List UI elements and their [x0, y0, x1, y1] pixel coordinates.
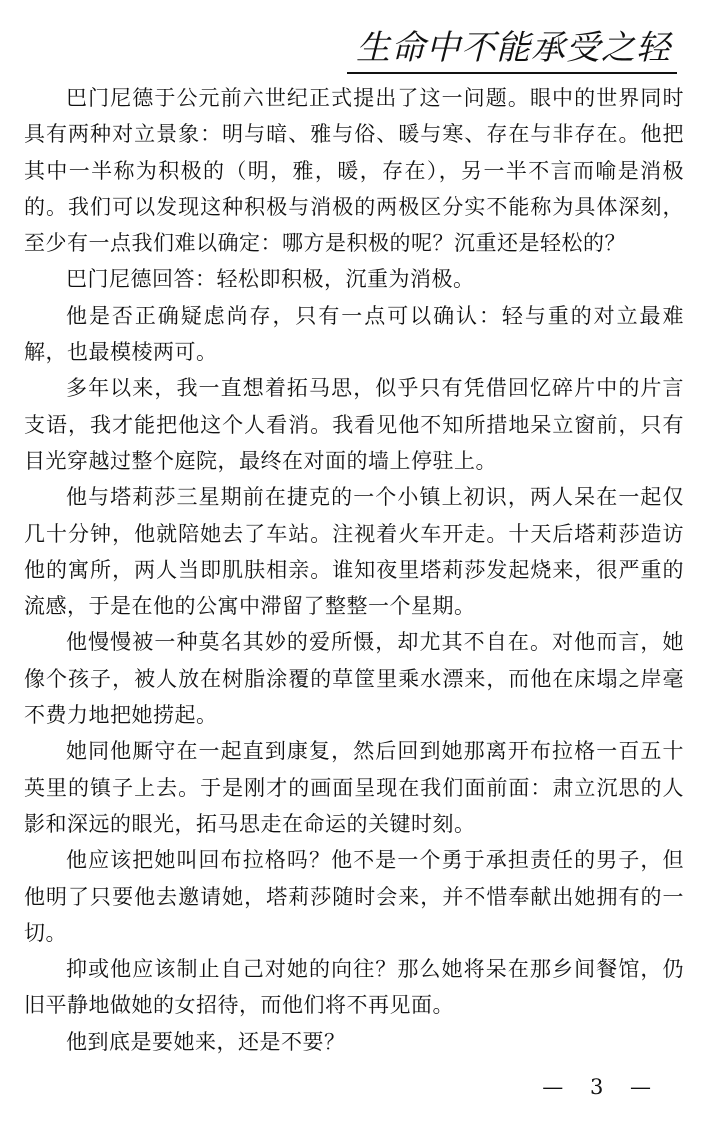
- paragraph: 巴门尼德于公元前六世纪正式提出了这一问题。眼中的世界同时具有两种对立景象：明与暗、雅与俗、暖与寒、存在与非存在。他把其中一半称为积极的（明，雅，暖，存在），另一半不言而喻是消极的。我们可以发现这种积极与消极的两极区分实不能称为具体深刻，至少有一点我们难以确定：哪方是积极的呢？沉重还是轻松的？: [24, 86, 684, 256]
- paragraph: 她同他厮守在一起直到康复，然后回到她那离开布拉格一百五十英里的镇子上去。于是刚才的画面呈现在我们面前面：肃立沉思的人影和深远的眼光，拓马思走在命运的关键时刻。: [24, 739, 684, 836]
- paragraph: 他是否正确疑虑尚存，只有一点可以确认：轻与重的对立最难解，也最模棱两可。: [24, 303, 684, 365]
- book-title: 生命中不能承受之轻: [356, 28, 671, 68]
- paragraph: 多年以来，我一直想着拓马思，似乎只有凭借回忆碎片中的片言支语，我才能把他这个人看消。我看见他不知所措地呆立窗前，只有目光穿越过整个庭院，最终在对面的墙上停驻上。: [24, 376, 684, 473]
- running-header: [337, 26, 677, 70]
- body-text: [24, 80, 684, 1060]
- paragraph: 他到底是要她来，还是不要？: [66, 1029, 346, 1054]
- paragraph: 他慢慢被一种莫名其妙的爱所慑，却尤其不自在。对他而言，她像个孩子，被人放在树脂涂覆的草筐里乘水漂来，而他在床塌之岸毫不费力地把她捞起。: [24, 630, 684, 728]
- paragraph: 巴门尼德回答：轻松即积极，沉重为消极。: [66, 267, 475, 292]
- page-number: — 3 —: [542, 1075, 661, 1099]
- header-rule: [347, 72, 677, 74]
- paragraph: 抑或他应该制止自己对她的向往？那么她将呆在那乡间餐馆，仍旧平静地做她的女招待，而他们将不再见面。: [24, 957, 684, 1018]
- paragraph: 他与塔莉莎三星期前在捷克的一个小镇上初识，两人呆在一起仅几十分钟，他就陪她去了车站。注视着火车开走。十天后塔莉莎造访他的寓所，两人当即肌肤相亲。谁知夜里塔莉莎发起烧来，很严重的流感，于是在他的公寓中滞留了整整一个星期。: [24, 485, 684, 619]
- paragraph: 他应该把她叫回布拉格吗？他不是一个勇于承担责任的男子，但他明了只要他去邀请她，塔莉莎随时会来，并不惜奉献出她拥有的一切。: [24, 848, 684, 945]
